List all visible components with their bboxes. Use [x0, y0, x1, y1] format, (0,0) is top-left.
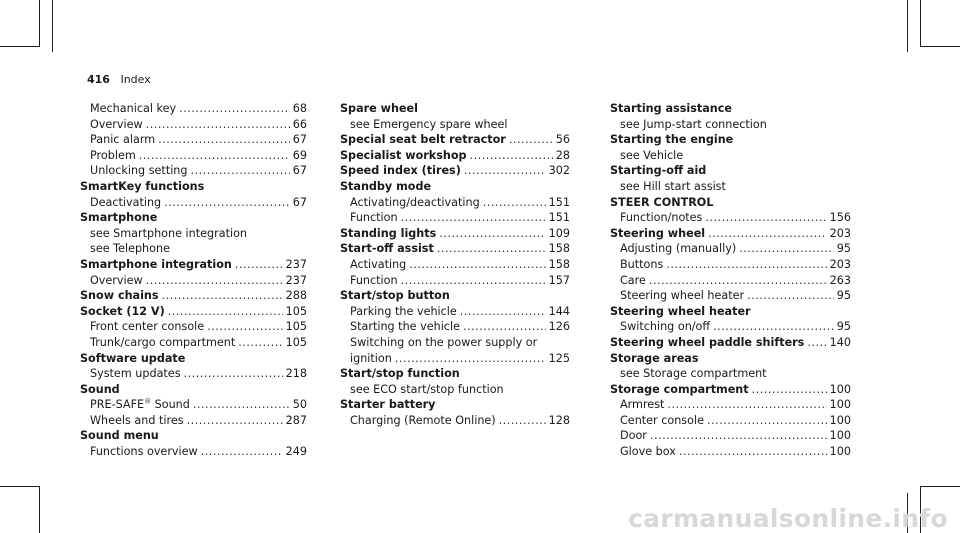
entry-label: Snow chains [80, 289, 159, 303]
entry-label: see Emergency spare wheel [350, 117, 508, 131]
leader-dots [483, 195, 546, 211]
index-subentry[interactable] [80, 195, 307, 211]
entry-label: Standing lights [340, 226, 437, 240]
index-subentry[interactable] [610, 288, 851, 304]
index-entry[interactable] [80, 304, 307, 320]
index-subentry [340, 335, 570, 351]
entry-label: Start/stop button [340, 289, 450, 303]
leader-dots [650, 428, 827, 444]
index-entry [610, 351, 851, 367]
index-subentry[interactable] [610, 413, 851, 429]
entry-label: see Jump-start connection [620, 117, 767, 131]
leader-dots [439, 226, 545, 242]
entry-label: Center console [620, 413, 704, 427]
leader-dots [162, 288, 283, 304]
page-reference[interactable]: 128 [548, 413, 570, 427]
page-reference[interactable]: 68 [292, 102, 307, 115]
index-subentry[interactable] [80, 273, 307, 289]
index-column-1 [80, 101, 307, 460]
leader-dots [164, 195, 290, 211]
index-subentry[interactable] [80, 148, 307, 164]
index-entry [340, 288, 570, 304]
leader-dots [708, 226, 827, 242]
leader-dots [146, 117, 290, 133]
index-subentry[interactable] [80, 163, 307, 179]
entry-label: STEER CONTROL [610, 195, 714, 209]
watermark: carmanualsonline.info [628, 504, 948, 533]
entry-label: Starting assistance [610, 102, 732, 115]
page-reference[interactable]: 151 [548, 195, 570, 209]
page-reference[interactable]: 125 [548, 351, 570, 365]
entry-label: see Hill start assist [620, 179, 726, 193]
page-reference[interactable]: 109 [548, 226, 570, 240]
page-reference[interactable]: 100 [829, 413, 851, 427]
index-subentry[interactable] [340, 351, 570, 367]
page-reference[interactable]: 126 [548, 320, 570, 334]
index-subentry[interactable] [610, 241, 851, 257]
index-subentry[interactable] [610, 257, 851, 273]
leader-dots [179, 101, 290, 117]
entry-label: Smartphone integration [80, 257, 232, 271]
index-subentry [80, 226, 307, 242]
index-subentry [610, 117, 851, 133]
entry-label: Smartphone [80, 211, 158, 225]
leader-dots [666, 257, 826, 273]
page-reference[interactable]: 100 [829, 445, 851, 459]
index-entry[interactable] [610, 335, 851, 351]
index-entry[interactable] [610, 226, 851, 242]
entry-label: SmartKey functions [80, 179, 205, 193]
page-reference[interactable]: 158 [548, 257, 570, 271]
leader-dots [401, 210, 546, 226]
index-entry [610, 163, 851, 179]
page-reference[interactable]: 203 [829, 257, 851, 271]
index-entry[interactable] [340, 148, 570, 164]
entry-label: Deactivating [90, 195, 162, 209]
page-reference[interactable]: 237 [285, 273, 307, 287]
index-column-2 [340, 101, 570, 428]
page-reference[interactable]: 95 [836, 242, 851, 256]
leader-dots [807, 335, 826, 351]
entry-label: Overview [90, 273, 143, 287]
entry-label: Panic alarm [90, 133, 156, 147]
leader-dots [409, 257, 545, 273]
index-subentry[interactable] [610, 319, 851, 335]
entry-label: Care [620, 273, 646, 287]
entry-label: Start-off assist [340, 242, 434, 256]
index-subentry[interactable] [340, 319, 570, 335]
index-subentry [340, 117, 570, 133]
entry-label: Steering wheel paddle shifters [610, 335, 805, 349]
page-reference[interactable]: 203 [829, 226, 851, 240]
entry-label: Starter battery [340, 398, 436, 412]
index-subentry[interactable] [80, 366, 307, 382]
page-reference[interactable]: 158 [548, 242, 570, 256]
page-number: 416 [87, 73, 110, 86]
entry-label: PRE-SAFE® Sound [90, 397, 190, 412]
entry-label: Wheels and tires [90, 413, 184, 427]
page-reference[interactable]: 67 [292, 164, 307, 178]
index-subentry[interactable] [340, 413, 570, 429]
entry-label: Storage areas [610, 351, 699, 365]
entry-label: Sound menu [80, 429, 159, 443]
index-subentry[interactable] [610, 444, 851, 460]
leader-dots [187, 413, 283, 429]
page-reference[interactable]: 67 [292, 195, 307, 209]
entry-label: Adjusting (manually) [620, 242, 737, 256]
index-entry [340, 101, 570, 117]
index-entry[interactable] [340, 132, 570, 148]
index-subentry [80, 241, 307, 257]
index-subentry [610, 366, 851, 382]
leader-dots [146, 273, 283, 289]
leader-dots [707, 413, 827, 429]
entry-label: Parking the vehicle [350, 304, 457, 318]
page-reference[interactable]: 56 [555, 133, 570, 147]
leader-dots [463, 319, 546, 335]
entry-label: Steering wheel heater [610, 304, 751, 318]
entry-label: ignition [350, 351, 392, 365]
page-reference[interactable]: 237 [285, 257, 307, 271]
entry-label: Sound [80, 382, 120, 396]
entry-label: Overview [90, 117, 143, 131]
entry-label: Starting-off aid [610, 164, 707, 178]
page-reference[interactable]: 287 [285, 413, 307, 427]
index-entry [80, 179, 307, 195]
page-reference[interactable]: 66 [292, 117, 307, 131]
page-reference[interactable]: 263 [829, 273, 851, 287]
entry-label: Activating [350, 257, 407, 271]
entry-label: Specialist workshop [340, 148, 467, 162]
leader-dots [158, 132, 290, 148]
leader-dots [238, 335, 282, 351]
page-reference[interactable]: 140 [829, 335, 851, 349]
index-entry[interactable] [340, 226, 570, 242]
index-subentry[interactable] [340, 257, 570, 273]
entry-label: Steering wheel heater [620, 289, 745, 303]
entry-label: Socket (12 V) [80, 304, 165, 318]
page-reference[interactable]: 100 [829, 429, 851, 443]
entry-label: Activating/deactivating [350, 195, 480, 209]
entry-label: Front center console [90, 320, 205, 334]
crop-mark-br-h [920, 486, 960, 487]
page-reference[interactable]: 105 [285, 304, 307, 318]
index-subentry[interactable] [80, 397, 307, 413]
index-entry [340, 397, 570, 413]
page-reference[interactable]: 218 [285, 367, 307, 381]
leader-dots [193, 397, 290, 413]
page-reference[interactable]: 156 [829, 211, 851, 225]
index-entry [610, 304, 851, 320]
page-reference[interactable]: 157 [548, 273, 570, 287]
entry-label: see Smartphone integration [90, 226, 248, 240]
entry-label: Storage compartment [610, 382, 749, 396]
index-subentry [610, 148, 851, 164]
leader-dots [401, 273, 546, 289]
page-reference[interactable]: 50 [292, 398, 307, 412]
index-subentry[interactable] [610, 273, 851, 289]
index-subentry[interactable] [340, 273, 570, 289]
index-subentry[interactable] [610, 210, 851, 226]
index-entry [80, 351, 307, 367]
leader-dots [191, 163, 290, 179]
page-reference[interactable]: 67 [292, 133, 307, 147]
leader-dots [139, 148, 290, 164]
entry-label: see Storage compartment [620, 367, 767, 381]
index-entry [610, 132, 851, 148]
page-reference[interactable]: 100 [829, 382, 851, 396]
page-reference[interactable]: 100 [829, 398, 851, 412]
leader-dots [649, 273, 827, 289]
page-title: Index [120, 73, 151, 86]
crop-mark-bl-v [39, 486, 40, 533]
leader-dots [395, 351, 546, 367]
leader-dots [207, 319, 282, 335]
leader-dots [470, 148, 553, 164]
entry-label: Software update [80, 351, 186, 365]
index-subentry[interactable] [80, 117, 307, 133]
entry-label: Functions overview [90, 445, 198, 459]
index-entry [340, 179, 570, 195]
page-reference[interactable]: 288 [285, 289, 307, 303]
index-subentry[interactable] [340, 304, 570, 320]
index-entry[interactable] [80, 288, 307, 304]
leader-dots [168, 304, 283, 320]
entry-label: Steering wheel [610, 226, 706, 240]
entry-label: Switching on the power supply or [350, 335, 538, 349]
index-subentry[interactable] [80, 335, 307, 351]
entry-label: Charging (Remote Online) [350, 413, 496, 427]
leader-dots [437, 241, 546, 257]
entry-label: Starting the engine [610, 133, 734, 147]
entry-label: Speed index (tires) [340, 164, 461, 178]
entry-label: Problem [90, 148, 136, 162]
leader-dots [739, 241, 834, 257]
page-reference[interactable]: 105 [285, 335, 307, 349]
entry-label: Trunk/cargo compartment [90, 335, 236, 349]
page-header [87, 72, 151, 88]
index-entry [80, 428, 307, 444]
entry-label: Function/notes [620, 211, 703, 225]
index-subentry[interactable] [610, 428, 851, 444]
index-subentry[interactable] [610, 397, 851, 413]
entry-label: Special seat belt retractor [340, 133, 506, 147]
crop-mark-tl-v [39, 0, 40, 46]
entry-label: Buttons [620, 257, 664, 271]
index-subentry[interactable] [340, 210, 570, 226]
leader-dots [747, 288, 834, 304]
entry-label: Door [620, 429, 647, 443]
index-subentry [340, 382, 570, 398]
page-reference[interactable]: 151 [548, 211, 570, 225]
leader-dots [509, 132, 553, 148]
leader-dots [235, 257, 283, 273]
index-subentry[interactable] [80, 413, 307, 429]
leader-dots [184, 366, 283, 382]
leader-dots [201, 444, 283, 460]
index-subentry[interactable] [80, 101, 307, 117]
leader-dots [705, 210, 826, 226]
page-reference[interactable]: 95 [836, 320, 851, 334]
index-entry[interactable] [80, 257, 307, 273]
entry-label: see ECO start/stop function [350, 382, 504, 396]
page-reference[interactable]: 95 [836, 289, 851, 303]
entry-label: Spare wheel [340, 102, 418, 115]
leader-dots [499, 413, 546, 429]
crop-mark-bl-h [0, 486, 40, 487]
page-reference[interactable]: 302 [548, 164, 570, 178]
entry-label: see Telephone [90, 242, 170, 256]
entry-label: Armrest [620, 398, 665, 412]
index-entry[interactable] [610, 382, 851, 398]
index-subentry[interactable] [340, 195, 570, 211]
entry-label: Start/stop function [340, 367, 460, 381]
leader-dots [667, 397, 826, 413]
entry-label: see Vehicle [620, 148, 684, 162]
page-reference[interactable]: 69 [292, 148, 307, 162]
entry-label: Unlocking setting [90, 164, 188, 178]
index-entry [340, 366, 570, 382]
entry-label: Standby mode [340, 179, 432, 193]
crop-mark-tr-v2 [907, 0, 908, 52]
entry-label: System updates [90, 367, 181, 381]
index-subentry[interactable] [80, 319, 307, 335]
index-entry [610, 101, 851, 117]
page-reference[interactable]: 105 [285, 320, 307, 334]
entry-label: Switching on/off [620, 320, 711, 334]
index-column-3 [610, 101, 851, 460]
crop-mark-tl-h [0, 46, 40, 47]
leader-dots [752, 382, 827, 398]
entry-label: Mechanical key [90, 102, 177, 115]
leader-dots [464, 163, 546, 179]
index-entry [80, 382, 307, 398]
entry-label: Starting the vehicle [350, 320, 460, 334]
index-entry [610, 195, 851, 211]
leader-dots [460, 304, 546, 320]
index-entry[interactable] [340, 241, 570, 257]
index-subentry [610, 179, 851, 195]
entry-label: Function [350, 211, 398, 225]
entry-label: Function [350, 273, 398, 287]
crop-mark-tr-v [920, 0, 921, 46]
index-entry[interactable] [340, 163, 570, 179]
crop-mark-tl-v2 [52, 0, 53, 52]
crop-mark-tr-h [920, 46, 960, 47]
entry-label: Glove box [620, 445, 676, 459]
page-reference[interactable]: 144 [548, 304, 570, 318]
index-subentry[interactable] [80, 132, 307, 148]
index-subentry[interactable] [80, 444, 307, 460]
leader-dots [679, 444, 827, 460]
page-reference[interactable]: 249 [285, 445, 307, 459]
leader-dots [713, 319, 834, 335]
page-reference[interactable]: 28 [555, 148, 570, 162]
index-entry [80, 210, 307, 226]
